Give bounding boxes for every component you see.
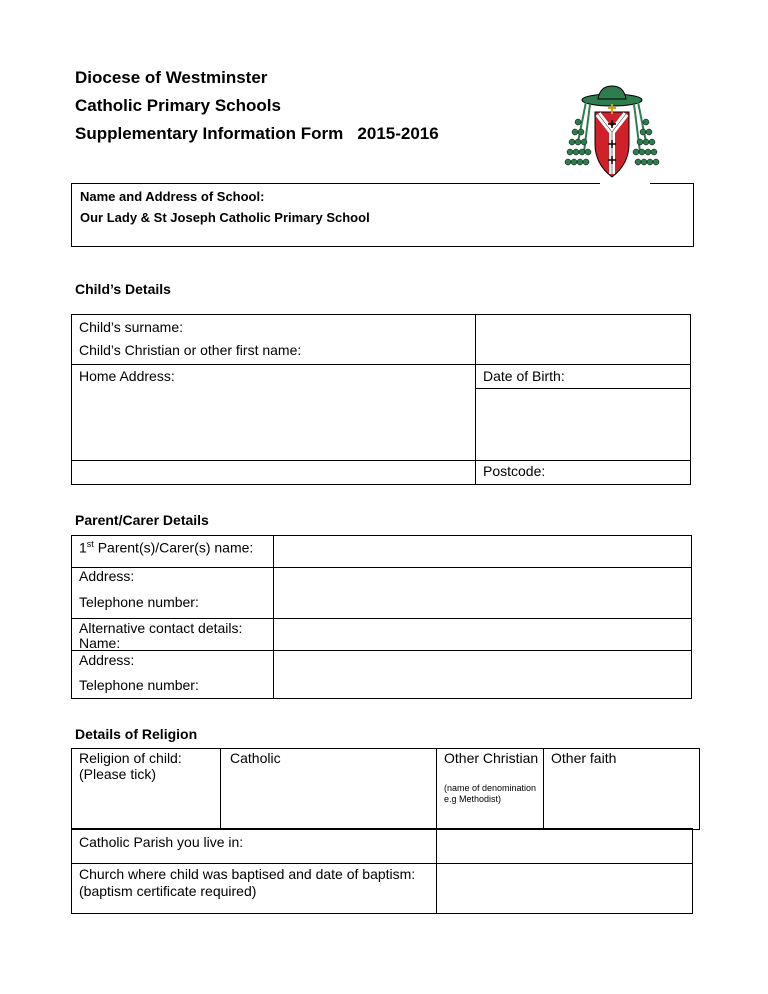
parent-details-table: [71, 535, 692, 699]
religion-of-child-label: Religion of child:: [79, 750, 182, 766]
postcode-label: Postcode:: [483, 463, 546, 479]
parent-telephone-label: Telephone number:: [79, 594, 199, 610]
please-tick-label: (Please tick): [79, 766, 157, 782]
alt-contact-label: Alternative contact details:: [79, 620, 243, 636]
alt-name-label: Name:: [79, 635, 121, 651]
parent-address-label: Address:: [79, 568, 135, 584]
schools-title: Catholic Primary Schools: [75, 96, 281, 115]
denomination-note: (name of denomination e.g Methodist): [444, 783, 537, 804]
dob-label: Date of Birth:: [483, 368, 565, 384]
first-parent-label: 1st Parent(s)/Carer(s) name:: [79, 539, 254, 556]
catholic-option: Catholic: [230, 750, 281, 766]
school-label: Name and Address of School:: [80, 189, 265, 204]
other-faith-option: Other faith: [551, 750, 617, 766]
alt-address-label: Address:: [79, 652, 135, 668]
parish-label: Catholic Parish you live in:: [79, 834, 244, 850]
diocese-title: Diocese of Westminster: [75, 68, 268, 87]
diocese-crest-icon: [562, 82, 662, 188]
religion-heading: Details of Religion: [75, 726, 198, 742]
child-surname-label: Child’s surname:: [79, 319, 184, 335]
parent-details-heading: Parent/Carer Details: [75, 512, 209, 528]
baptism-label: Church where child was baptised and date of baptism: (baptism certificate required): [79, 866, 416, 899]
form-title: Supplementary Information Form 2015-2016: [75, 124, 439, 143]
home-address-label: Home Address:: [79, 368, 175, 384]
school-name: Our Lady & St Joseph Catholic Primary School: [80, 210, 370, 225]
alt-telephone-label: Telephone number:: [79, 677, 199, 693]
other-christian-option: Other Christian: [444, 750, 539, 766]
child-firstname-label: Child’s Christian or other first name:: [79, 342, 302, 358]
child-details-heading: Child’s Details: [75, 281, 171, 297]
